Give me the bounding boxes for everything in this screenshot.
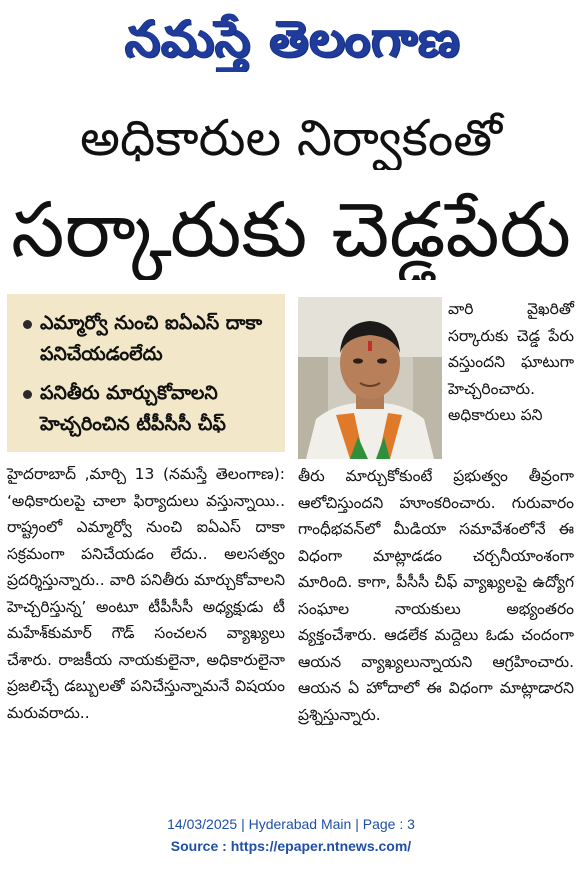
footer-source: Source : https://epaper.ntnews.com/ [170,838,412,854]
footer-date-edition: 14/03/2025 | Hyderabad Main | Page : 3 [167,816,415,832]
article-column-middle: తీరు మార్చుకోకుంటే ప్రభుత్వం తీవ్రంగా ఆలోచిస్తుందని హూంకరించారు. గురువారం గాంధీభవన్‌లో మీడియా సమావేశంలోనే ఈ విధంగా మాట్లాడడం చర్చనీయాంశంగా మారింది. కాగా, పీసీసీ చీఫ్ వ్యాఖ్యలపై ఉద్యోగ సంఘాల నాయకులు అభ్యంతరం వ్యక్తంచేశారు. ఆడలేక మద్దెలు ఓడు చందంగా ఆయన వ్యాఖ్యలున్నాయని ఆగ్రహించారు. ఆయన ఏ హోదాలో ఈ విధంగా మాట్లాడారని ప్రశ్నిస్తున్నారు. [298,467,574,724]
highlight-text: పనితీరు మార్చుకోవాలని హెచ్చరించిన టీపీసీసీ చీఫ్ [40,382,226,435]
article-column-right: వారి వైఖరితో సర్కారుకు చెడ్డ పేరు వస్తుందని ఘాటుగా హెచ్చరించారు. అధికారులు పని [448,300,574,424]
headline-line-1: అధికారుల నిర్వాకంతో [79,109,503,167]
article-column-left: హైదరాబాద్ ,మార్చి 13 (నమస్తే తెలంగాణ): ‘అధికారులపై చాలా ఫిర్యాదులు వస్తున్నాయి.. రాష్ట్రంలో ఎమ్మార్వో నుంచి ఐఏఎస్ దాకా సక్రమంగా పనిచేయడం లేదు.. అలసత్వం ప్రదర్శిస్తున్నారు.. వారి పనితీరు మార్చుకోవాలని హెచ్చరిస్తున్న’ అంటూ టీపీసీసీ అధ్యక్షుడు టీ మహేశ్‌కుమార్ గౌడ్ సంచలన వ్యాఖ్యలు చేశారు. రాజకీయ నాయకులైనా, అధికారులైనా ప్రజలిచ్చే డబ్బులతో పనిచేస్తున్నామనే విషయం మరువరాదు.. [7,465,285,722]
highlight-item [23,308,275,370]
portrait-image [298,297,442,459]
highlight-item [23,378,275,440]
highlight-text: ఎమ్మార్వో నుంచి ఐఏఎస్ దాకా పనిచేయడంలేదు [40,312,263,365]
bullet-icon [23,320,32,329]
bullet-icon [23,390,32,399]
highlights-box [7,294,285,452]
headline-line-2: సర్కారుకు చెడ్డపేరు [11,185,571,274]
masthead-logo: నమస్తే తెలంగాణ [125,10,461,68]
person-photo [298,297,442,459]
